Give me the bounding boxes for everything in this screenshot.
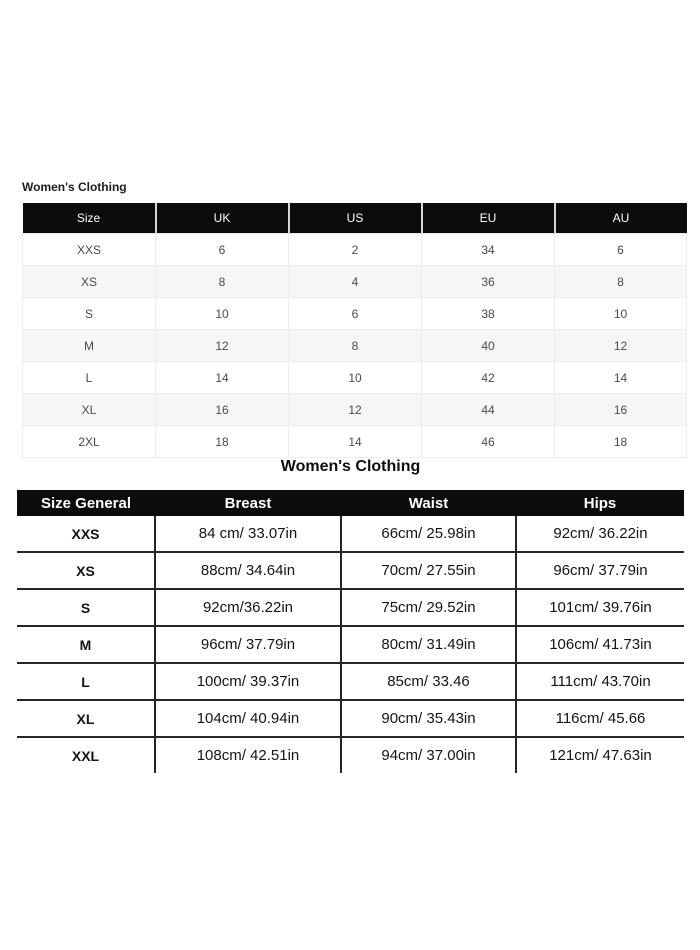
size-label-cell: L xyxy=(23,362,156,394)
international-size-table-body xyxy=(23,234,687,458)
size-label-cell: XL xyxy=(23,394,156,426)
value-cell: 16 xyxy=(156,394,289,426)
value-cell: 10 xyxy=(289,362,422,394)
size-label-cell: M xyxy=(23,330,156,362)
value-cell: 6 xyxy=(555,234,687,266)
value-cell: 116cm/ 45.66 xyxy=(516,700,684,737)
size-label-cell: 2XL xyxy=(23,426,156,458)
value-cell: 111cm/ 43.70in xyxy=(516,663,684,700)
table-row xyxy=(23,426,687,458)
column-header-hips: Hips xyxy=(516,490,684,516)
value-cell: 92cm/ 36.22in xyxy=(516,516,684,552)
value-cell: 106cm/ 41.73in xyxy=(516,626,684,663)
size-label-cell: XXL xyxy=(17,737,155,773)
table-row xyxy=(23,234,687,266)
value-cell: 100cm/ 39.37in xyxy=(155,663,341,700)
value-cell: 108cm/ 42.51in xyxy=(155,737,341,773)
column-header-us: US xyxy=(289,203,422,234)
table-row xyxy=(23,394,687,426)
table-header-row xyxy=(17,490,684,516)
value-cell: 85cm/ 33.46 xyxy=(341,663,516,700)
table-row xyxy=(17,589,684,626)
size-label-cell: XL xyxy=(17,700,155,737)
measurement-table-grid xyxy=(17,490,684,773)
value-cell: 6 xyxy=(156,234,289,266)
value-cell: 10 xyxy=(156,298,289,330)
measurement-table xyxy=(17,490,684,773)
value-cell: 36 xyxy=(422,266,555,298)
value-cell: 38 xyxy=(422,298,555,330)
column-header-size: Size xyxy=(23,203,156,234)
value-cell: 80cm/ 31.49in xyxy=(341,626,516,663)
value-cell: 8 xyxy=(289,330,422,362)
size-label-cell: S xyxy=(23,298,156,330)
size-label-cell: XS xyxy=(17,552,155,589)
value-cell: 70cm/ 27.55in xyxy=(341,552,516,589)
value-cell: 84 cm/ 33.07in xyxy=(155,516,341,552)
table-row xyxy=(17,737,684,773)
measurement-table-header xyxy=(17,490,684,516)
value-cell: 40 xyxy=(422,330,555,362)
value-cell: 42 xyxy=(422,362,555,394)
value-cell: 75cm/ 29.52in xyxy=(341,589,516,626)
value-cell: 18 xyxy=(156,426,289,458)
value-cell: 34 xyxy=(422,234,555,266)
international-size-table-title: Women's Clothing xyxy=(22,180,127,194)
table-row xyxy=(23,330,687,362)
table-row xyxy=(17,552,684,589)
column-header-au: AU xyxy=(555,203,687,234)
column-header-uk: UK xyxy=(156,203,289,234)
size-label-cell: L xyxy=(17,663,155,700)
table-row xyxy=(17,663,684,700)
value-cell: 14 xyxy=(555,362,687,394)
value-cell: 90cm/ 35.43in xyxy=(341,700,516,737)
value-cell: 14 xyxy=(289,426,422,458)
column-header-waist: Waist xyxy=(341,490,516,516)
value-cell: 4 xyxy=(289,266,422,298)
value-cell: 12 xyxy=(555,330,687,362)
size-label-cell: S xyxy=(17,589,155,626)
size-label-cell: XXS xyxy=(23,234,156,266)
value-cell: 44 xyxy=(422,394,555,426)
value-cell: 14 xyxy=(156,362,289,394)
value-cell: 101cm/ 39.76in xyxy=(516,589,684,626)
size-label-cell: XS xyxy=(23,266,156,298)
value-cell: 92cm/36.22in xyxy=(155,589,341,626)
table-row xyxy=(17,700,684,737)
value-cell: 16 xyxy=(555,394,687,426)
value-cell: 88cm/ 34.64in xyxy=(155,552,341,589)
value-cell: 96cm/ 37.79in xyxy=(516,552,684,589)
measurement-table-body xyxy=(17,516,684,773)
column-header-eu: EU xyxy=(422,203,555,234)
value-cell: 121cm/ 47.63in xyxy=(516,737,684,773)
value-cell: 46 xyxy=(422,426,555,458)
table-row xyxy=(23,298,687,330)
value-cell: 2 xyxy=(289,234,422,266)
table-row xyxy=(23,266,687,298)
value-cell: 10 xyxy=(555,298,687,330)
value-cell: 6 xyxy=(289,298,422,330)
value-cell: 12 xyxy=(156,330,289,362)
international-size-table xyxy=(22,203,687,458)
measurement-table-title: Women's Clothing xyxy=(280,458,421,475)
table-row xyxy=(23,362,687,394)
value-cell: 8 xyxy=(555,266,687,298)
value-cell: 12 xyxy=(289,394,422,426)
value-cell: 66cm/ 25.98in xyxy=(341,516,516,552)
value-cell: 94cm/ 37.00in xyxy=(341,737,516,773)
value-cell: 96cm/ 37.79in xyxy=(155,626,341,663)
table-header-row xyxy=(23,203,687,234)
size-label-cell: XXS xyxy=(17,516,155,552)
table-row xyxy=(17,626,684,663)
value-cell: 8 xyxy=(156,266,289,298)
column-header-size-general: Size General xyxy=(17,490,155,516)
column-header-breast: Breast xyxy=(155,490,341,516)
international-size-table-header xyxy=(23,203,687,234)
value-cell: 104cm/ 40.94in xyxy=(155,700,341,737)
size-label-cell: M xyxy=(17,626,155,663)
value-cell: 18 xyxy=(555,426,687,458)
international-size-table-grid xyxy=(22,203,687,458)
table-row xyxy=(17,516,684,552)
